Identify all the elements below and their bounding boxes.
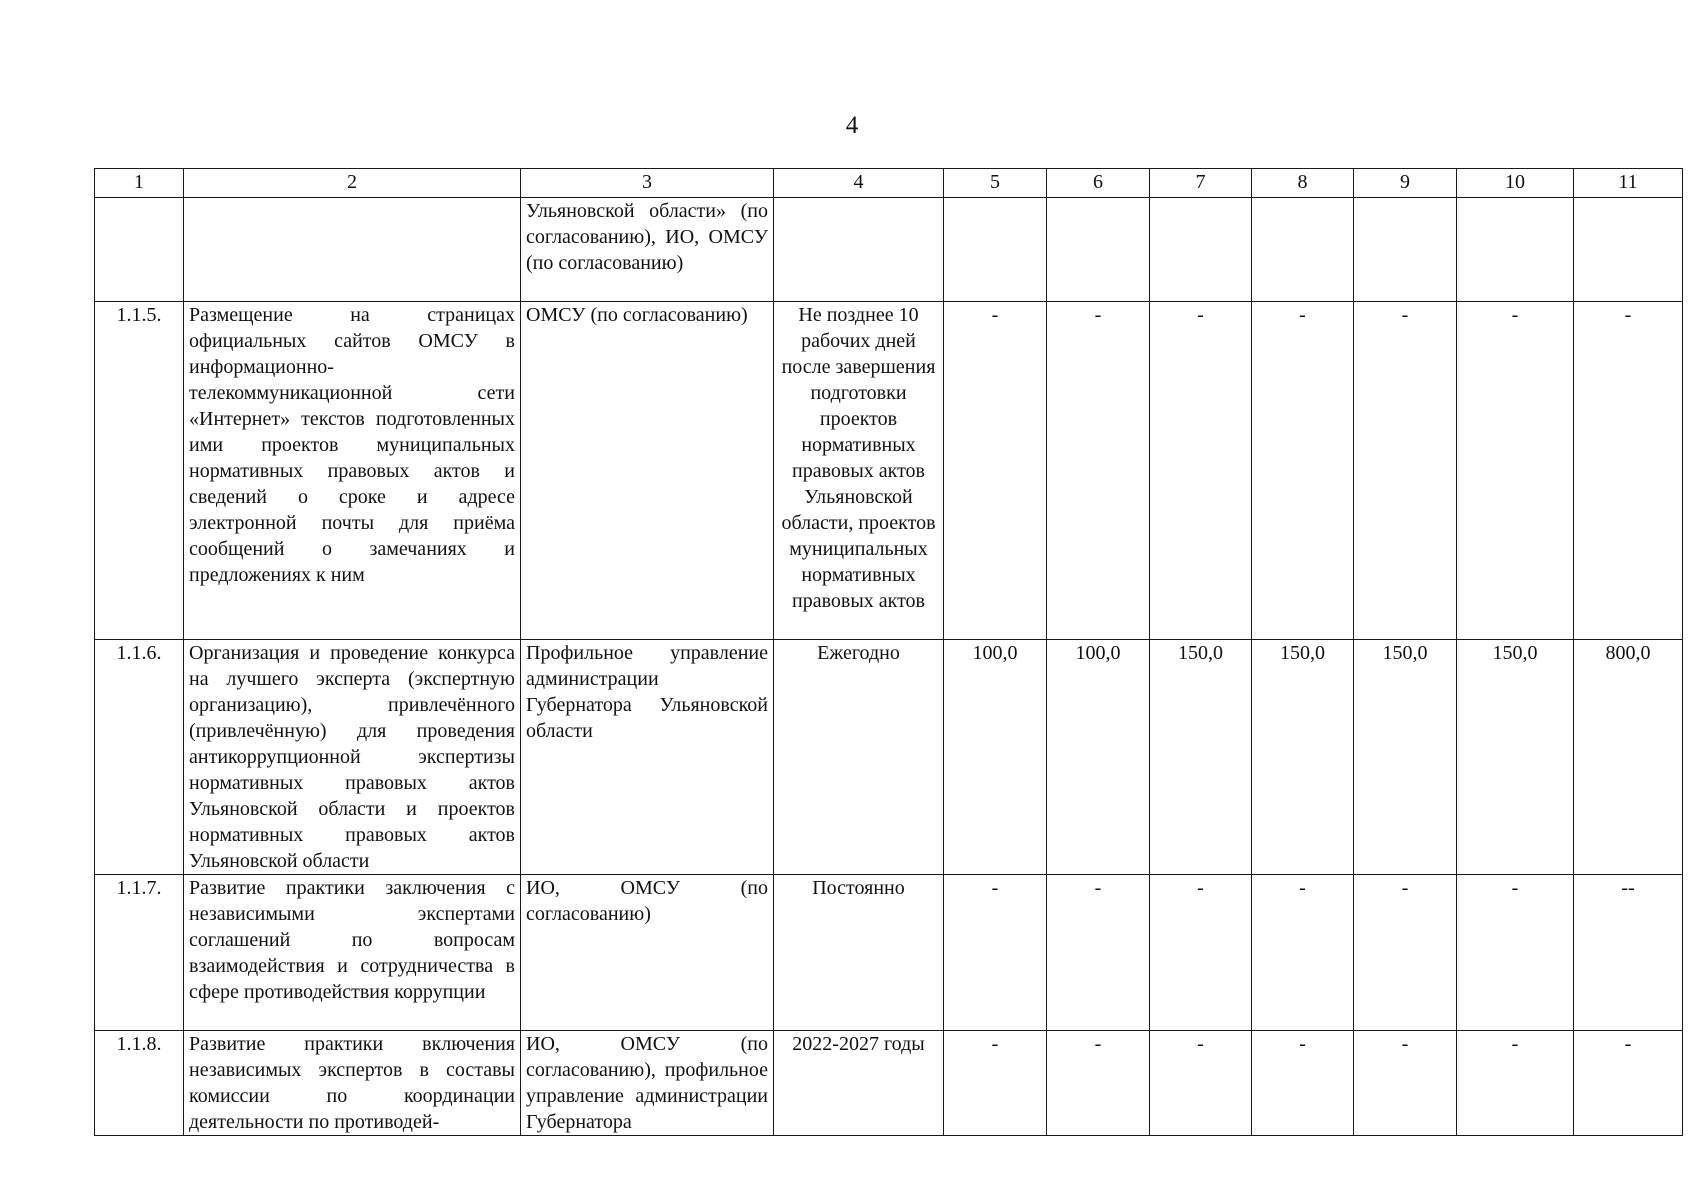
- funding-value: [1354, 198, 1457, 302]
- funding-value: -: [944, 302, 1047, 640]
- funding-value: -: [1457, 875, 1574, 1031]
- table-row: [95, 302, 1683, 640]
- funding-value: -: [1457, 302, 1574, 640]
- funding-value: -: [1354, 875, 1457, 1031]
- page-number: 4: [845, 112, 859, 139]
- funding-value: -: [944, 875, 1047, 1031]
- column-number: 9: [1354, 169, 1457, 198]
- funding-value: -: [1150, 302, 1252, 640]
- funding-value: -: [1047, 875, 1150, 1031]
- column-number-row: [95, 169, 1683, 198]
- deadline: [774, 198, 944, 302]
- table-row: [95, 640, 1683, 875]
- column-number: 5: [944, 169, 1047, 198]
- funding-value: -: [1574, 302, 1683, 640]
- deadline: 2022-2027 годы: [774, 1031, 944, 1136]
- table-row: [95, 198, 1683, 302]
- funding-value: 800,0: [1574, 640, 1683, 875]
- action-description: Развитие практики включения независимых экспертов в составы комиссии по координации деятельности по противодей-: [184, 1031, 521, 1136]
- item-number: [95, 198, 184, 302]
- funding-value: [1252, 198, 1354, 302]
- item-number: 1.1.7.: [95, 875, 184, 1031]
- funding-value: [1150, 198, 1252, 302]
- item-number: 1.1.6.: [95, 640, 184, 875]
- funding-value: -: [1047, 1031, 1150, 1136]
- funding-value: -: [1252, 1031, 1354, 1136]
- funding-value: -: [1354, 302, 1457, 640]
- deadline: Не позднее 10 рабочих дней после завершения подготовки проектов нормативных правовых актов Ульяновской области, проектов муниципальных нормативных правовых актов: [774, 302, 944, 640]
- funding-value: [1457, 198, 1574, 302]
- table-row: [95, 875, 1683, 1031]
- funding-value: --: [1574, 875, 1683, 1031]
- action-description: Развитие практики заключения с независимыми экспертами соглашений по вопросам взаимодействия и сотрудничества в сфере противодействия коррупции: [184, 875, 521, 1031]
- responsible-party: ОМСУ (по согласованию): [521, 302, 774, 640]
- funding-value: [1047, 198, 1150, 302]
- responsible-party: ИО, ОМСУ (по согласованию), профильное управление администрации Губернатора: [521, 1031, 774, 1136]
- action-description: Организация и проведение конкурса на лучшего эксперта (экспертную организацию), привлечённого (привлечённую) для проведения антикоррупционной экспертизы нормативных правовых актов Ульяновской области и проектов нормативных правовых актов Ульяновской области: [184, 640, 521, 875]
- funding-value: 150,0: [1252, 640, 1354, 875]
- funding-value: -: [944, 1031, 1047, 1136]
- responsible-party: Профильное управление администрации Губернатора Ульяновской области: [521, 640, 774, 875]
- funding-value: -: [1252, 875, 1354, 1031]
- responsible-party: Ульяновской области» (по согласованию), ИО, ОМСУ (по согласованию): [521, 198, 774, 302]
- funding-value: 150,0: [1354, 640, 1457, 875]
- funding-value: 100,0: [944, 640, 1047, 875]
- deadline: Ежегодно: [774, 640, 944, 875]
- deadline: Постоянно: [774, 875, 944, 1031]
- funding-value: -: [1047, 302, 1150, 640]
- funding-value: -: [1150, 875, 1252, 1031]
- action-description: [184, 198, 521, 302]
- item-number: 1.1.8.: [95, 1031, 184, 1136]
- column-number: 6: [1047, 169, 1150, 198]
- funding-value: 100,0: [1047, 640, 1150, 875]
- action-description: Размещение на страницах официальных сайтов ОМСУ в информационно-телекоммуникационной сети «Интернет» текстов подготовленных ими проектов муниципальных нормативных правовых актов и сведений о сроке и адресе электронной почты для приёма сообщений о замечаниях и предложениях к ним: [184, 302, 521, 640]
- funding-value: -: [1150, 1031, 1252, 1136]
- funding-value: -: [1574, 1031, 1683, 1136]
- plan-table: [94, 168, 1683, 1136]
- column-number: 2: [184, 169, 521, 198]
- column-number: 3: [521, 169, 774, 198]
- column-number: 10: [1457, 169, 1574, 198]
- funding-value: -: [1252, 302, 1354, 640]
- funding-value: -: [1354, 1031, 1457, 1136]
- responsible-party: ИО, ОМСУ (по согласованию): [521, 875, 774, 1031]
- column-number: 8: [1252, 169, 1354, 198]
- funding-value: [1574, 198, 1683, 302]
- column-number: 7: [1150, 169, 1252, 198]
- funding-value: [944, 198, 1047, 302]
- table-row: [95, 1031, 1683, 1136]
- column-number: 11: [1574, 169, 1683, 198]
- column-number: 4: [774, 169, 944, 198]
- item-number: 1.1.5.: [95, 302, 184, 640]
- funding-value: -: [1457, 1031, 1574, 1136]
- funding-value: 150,0: [1457, 640, 1574, 875]
- funding-value: 150,0: [1150, 640, 1252, 875]
- column-number: 1: [95, 169, 184, 198]
